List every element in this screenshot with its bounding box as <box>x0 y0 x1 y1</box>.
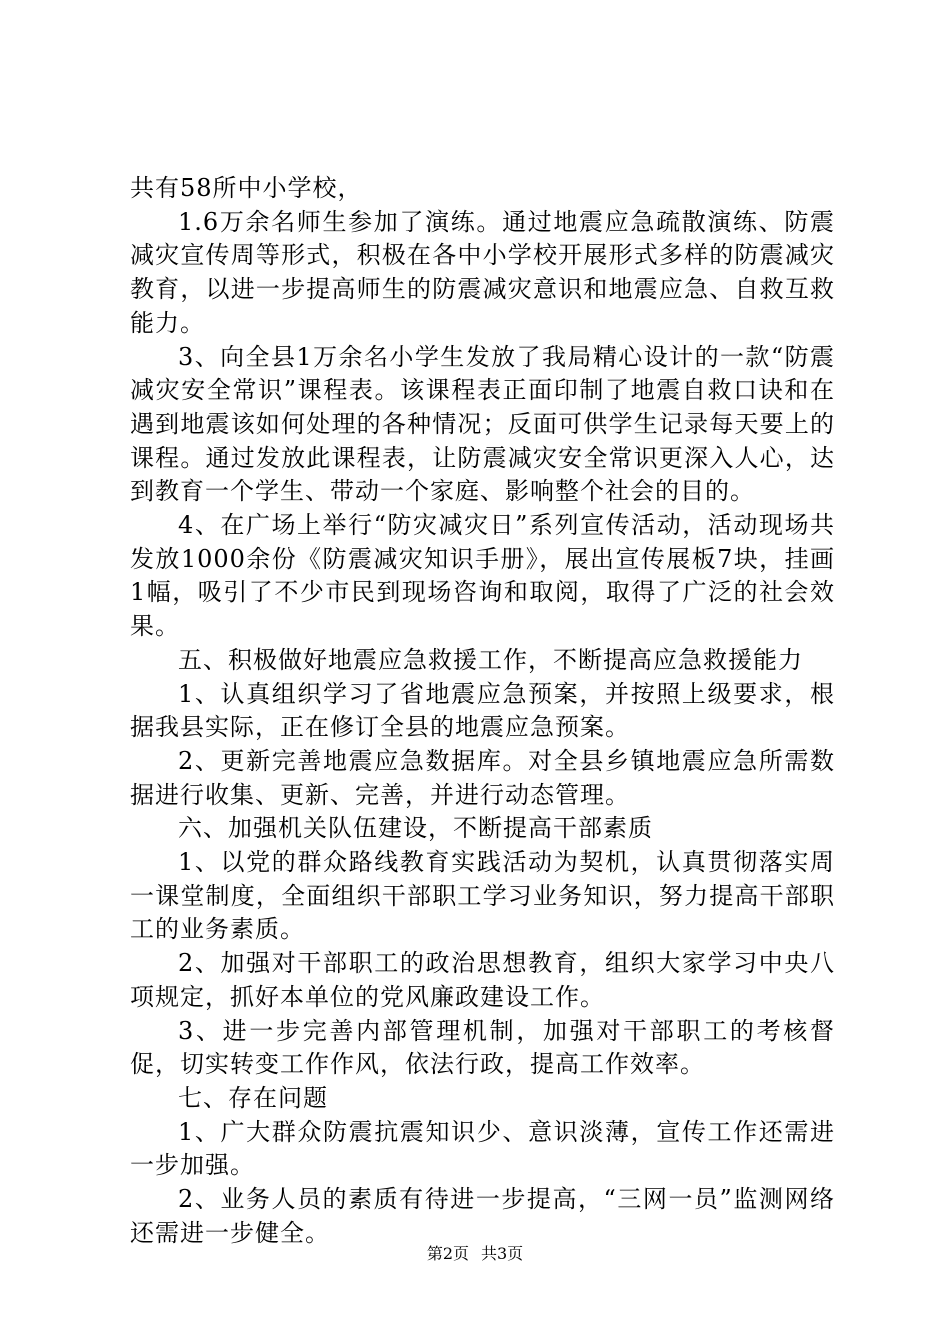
page-total: 共3页 <box>481 1244 524 1263</box>
section-heading: 七、存在问题 <box>178 1083 328 1112</box>
paragraph: 4、在广场上举行“防灾减灾日”系列宣传活动，活动现场共发放1000余份《防震减灾知识手册》，展出宣传展板7块，挂画1幅，吸引了不少市民到现场咨询和取阅，取得了广泛的社会效果。 <box>130 511 835 641</box>
paragraph: 2、业务人员的素质有待进一步提高，“三网一员”监测网络还需进一步健全。 <box>130 1185 835 1247</box>
document-body <box>130 172 835 1251</box>
page-footer <box>0 1244 950 1264</box>
paragraph: 1、认真组织学习了省地震应急预案，并按照上级要求，根据我县实际，正在修订全县的地震应急预案。 <box>130 679 835 742</box>
paragraph: 1、广大群众防震抗震知识少、意识淡薄，宣传工作还需进一步加强。 <box>130 1117 835 1180</box>
paragraph: 1、以党的群众路线教育实践活动为契机，认真贯彻落实周一课堂制度，全面组织干部职工学习业务知识，努力提高干部职工的业务素质。 <box>130 848 835 944</box>
paragraph: 2、更新完善地震应急数据库。对全县乡镇地震应急所需数据进行收集、更新、完善，并进行动态管理。 <box>130 746 835 809</box>
paragraph: 3、进一步完善内部管理机制，加强对干部职工的考核督促，切实转变工作作风，依法行政，提高工作效率。 <box>130 1016 835 1079</box>
page-number: 第2页 <box>426 1244 469 1263</box>
section-heading: 五、积极做好地震应急救援工作，不断提高应急救援能力 <box>178 645 803 674</box>
paragraph: 共有58所中小学校， <box>130 174 363 202</box>
section-heading: 六、加强机关队伍建设，不断提高干部素质 <box>178 814 653 843</box>
paragraph: 2、加强对干部职工的政治思想教育，组织大家学习中央八项规定，抓好本单位的党风廉政建设工作。 <box>130 949 835 1011</box>
paragraph: 1.6万余名师生参加了演练。通过地震应急疏散演练、防震减灾宣传周等形式，积极在各中小学校开展形式多样的防震减灾教育，以进一步提高师生的防震减灾意识和地震应急、自救互救能力。 <box>130 207 835 337</box>
paragraph: 3、向全县1万余名小学生发放了我局精心设计的一款“防震减灾安全常识”课程表。该课程表正面印制了地震自救口诀和在遇到地震该如何处理的各种情况；反面可供学生记录每天要上的课程。通过发放此课程表，让防震减灾安全常识更深入人心，达到教育一个学生、带动一个家庭、影响整个社会的目的。 <box>130 342 835 506</box>
